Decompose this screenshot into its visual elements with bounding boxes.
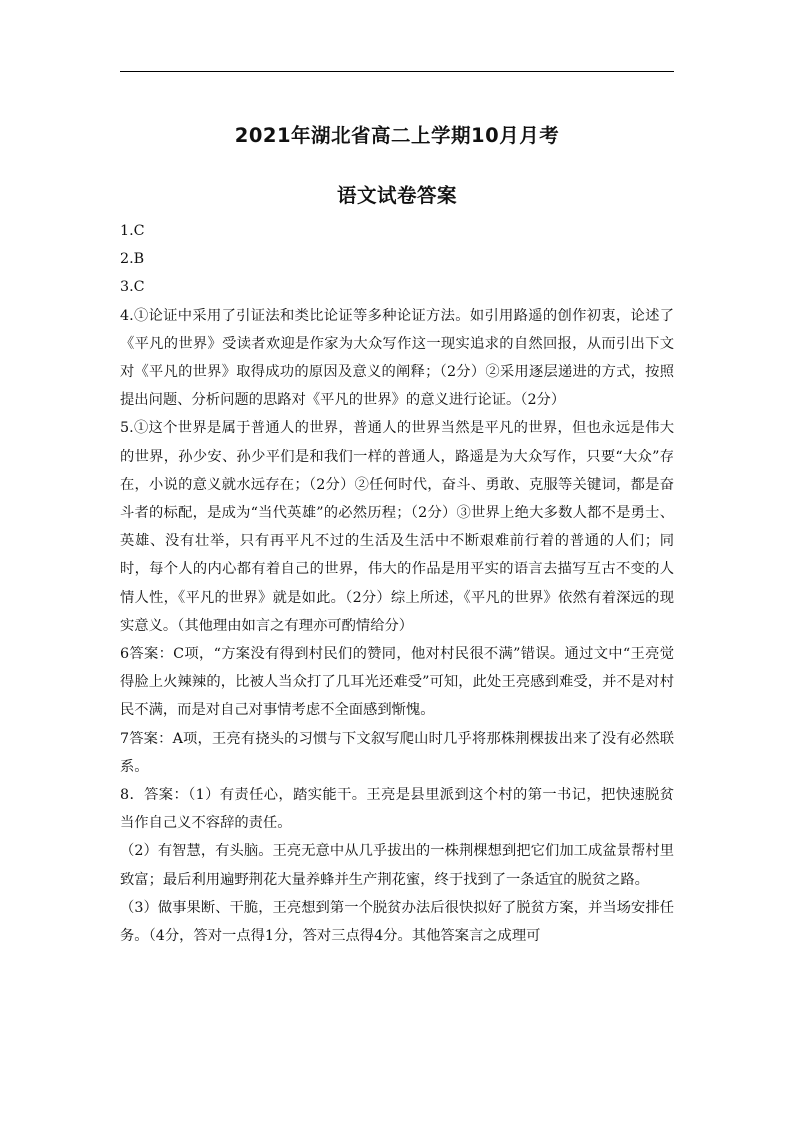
answer-5: 5.①这个世界是属于普通人的世界，普通人的世界当然是平凡的世界，但也永远是伟大的世界，孙少安、孙少平们是和我们一样的普通人，路遥是为大众写作，只要“大众”存在，小说的意义就水远存在；（2分）②任何时代，奋斗、勇敢、克服等关键词，都是奋斗者的标配，是成为“当代英雄”的必然历程；（2分）③世界上绝大多数人都不是勇士、英雄、没有壮举，只有再平凡不过的生活及生活中不断艰难前行着的普通的人们；同时，每个人的内心都有着自己的世界，伟大的作品是用平实的语言去描写互古不变的人情人性，《平凡的世界》就是如此。（2分）综上所述，《平凡的世界》依然有着深远的现实意义。（其他理由如言之有理亦可酌情给分） (120, 420, 674, 634)
document-subtitle: 语文试卷答案 (336, 184, 457, 207)
answer-7: 7答案：A项，王亮有挠头的习惯与下文叙写爬山时几乎将那株荆棵拔出来了没有必然联系。 (120, 730, 674, 775)
answer-2: 2.B (120, 251, 145, 268)
header-rule (120, 71, 674, 72)
answer-3: 3.C (120, 279, 145, 296)
answer-6: 6答案：C项，“方案没有得到村民们的赞同，他对村民很不满”错误。通过文中“王亮觉得脸上火辣辣的，比被人当众打了几耳光还难受”可知，此处王亮感到难受，并不是对村民不满，而是对自己对事情考虑不全面感到惭愧。 (120, 646, 674, 719)
answer-4: 4.①论证中采用了引证法和类比论证等多种论证方法。如引用路遥的创作初衷，论述了《平凡的世界》受读者欢迎是作家为大众写作这一现实追求的自然回报，从而引出下文对《平凡的世界》取得成功的原因及意义的阐释；（2分）②采用逐层递进的方式，按照提出问题、分析问题的思路对《平凡的世界》的意义进行论证。（2分） (120, 307, 674, 409)
answer-8-point-2: （2）有智慧，有头脑。王亮无意中从几乎拔出的一株荆棵想到把它们加工成盆景帮村里致富；最后利用遍野荆花大量养蜂并生产荆花蜜，终于找到了一条适宜的脱贫之路。 (120, 843, 674, 888)
answer-1: 1.C (120, 223, 145, 239)
document-title: 2021年湖北省高二上学期10月月考 (234, 124, 560, 147)
answer-8-point-3: （3）做事果断、干脆，王亮想到第一个脱贫办法后很快拟好了脱贫方案，并当场安排任务。（4分，答对一点得1分，答对三点得4分。其他答案言之成理可 (120, 899, 674, 945)
answer-8-point-1: 8．答案：（1）有责任心，踏实能干。王亮是县里派到这个村的第一书记，把快速脱贫当作自己义不容辞的责任。 (120, 787, 674, 832)
answer-content (120, 217, 674, 950)
